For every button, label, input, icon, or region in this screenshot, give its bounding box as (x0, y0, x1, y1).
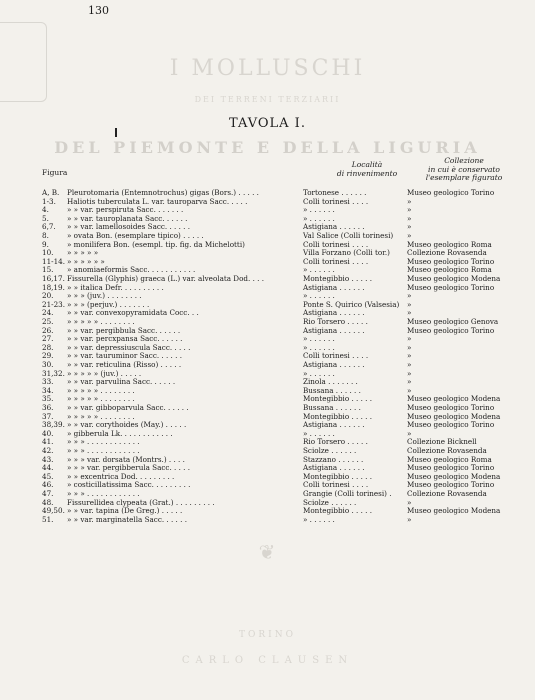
species-name: » » var. tapina (De Greg.) . . . . . (67, 506, 183, 516)
locality: Astigiana . . . . . . (303, 222, 365, 232)
collection: » (407, 385, 412, 395)
column-header-collezione (404, 157, 524, 183)
figure-number: A, B. (42, 188, 60, 197)
species-name: » » var. parvulina Sacc. . . . . . (67, 377, 176, 387)
species-name: » » var. reticulina (Risso) . . . . . (67, 360, 182, 369)
collection: Museo geologico Torino (407, 282, 495, 292)
species-name: » » excentrica Dod. . . . . . . . . (67, 471, 175, 481)
collection: » (407, 342, 412, 352)
locality: Tortonese . . . . . . (303, 188, 367, 197)
plate-title: TAVOLA I. (229, 116, 306, 131)
locality: Colli torinesi . . . . (303, 480, 369, 490)
collection: » (407, 497, 412, 507)
locality: Astigiana . . . . . . (303, 308, 365, 318)
figure-number: 16,17. (42, 274, 65, 283)
locality: Montegibbio . . . . . (303, 274, 373, 283)
species-name: » » var. depressiuscula Sacc. . . . . (67, 342, 191, 352)
locality: » . . . . . . (303, 291, 335, 301)
header-line: Collezione (444, 156, 484, 165)
collection: Museo geologico Modena (407, 274, 501, 283)
figure-number: 27. (42, 334, 54, 344)
figure-number: 5. (42, 213, 49, 223)
show-through-text: TORINO (239, 630, 296, 640)
species-name: » » » » » . . . . . . . . (67, 394, 135, 404)
species-name: » » » . . . . . . . . . . . . (67, 489, 140, 498)
figure-number: 34. (42, 385, 54, 395)
figure-number: 26. (42, 325, 54, 335)
figure-number: 40. (42, 428, 54, 438)
locality: » . . . . . . (303, 265, 335, 275)
collection: Museo geologico Modena (407, 394, 501, 404)
header-line: Località (351, 160, 383, 169)
locality: Colli torinesi . . . . (303, 196, 369, 206)
collection: » (407, 196, 412, 206)
species-name: » gibberula Lk. . . . . . . . . . . . (67, 428, 173, 438)
column-header-figura: Figura (42, 168, 68, 177)
figure-number: 15. (42, 265, 54, 275)
locality: Astigiana . . . . . . (303, 282, 365, 292)
species-name: Fissurellidea clypeata (Grat.) . . . . . . . . . (67, 497, 215, 507)
show-through-text: DEI TERRENI TERZIARII (194, 95, 341, 104)
figure-number: 1-3. (42, 196, 56, 206)
locality: Stazzano . . . . . . (303, 454, 364, 464)
locality: Rio Torsero . . . . . (303, 317, 368, 326)
collection: » (407, 222, 412, 232)
species-name: Fissurella (Glyphis) graeca (L.) var. alveolata Dod. . . . (67, 274, 264, 283)
figure-number: 43. (42, 454, 54, 464)
collection: Collezione Bicknell (407, 437, 477, 447)
collection: » (407, 368, 412, 378)
species-name: » » » . . . . . . . . . . . . (67, 446, 140, 455)
locality: Val Salice (Colli torinesi) (303, 231, 394, 240)
page-number: 130 (88, 4, 109, 17)
figure-number: 24. (42, 308, 54, 318)
figure-number: 9. (42, 239, 49, 249)
species-name: » » » var. dorsata (Montrs.) . . . . (67, 454, 185, 464)
collection: Museo geologico Genova (407, 317, 499, 326)
locality: » . . . . . . (303, 342, 335, 352)
show-through-ornament: ❦ (258, 540, 276, 564)
collection: Museo geologico Torino (407, 188, 495, 197)
figure-number: 49,50. (42, 506, 65, 516)
collection: » (407, 351, 412, 361)
species-name: » » » » » . . . . . . . . (67, 385, 135, 395)
figure-number: 38,39. (42, 420, 65, 430)
collection: Museo geologico Torino (407, 420, 495, 430)
figure-number: 35. (42, 394, 54, 404)
figure-number: 33. (42, 377, 54, 387)
species-name: » » var. gibboparvula Sacc. . . . . . (67, 403, 189, 412)
species-name: » » » (juv.) . . . . . . . . (67, 291, 142, 301)
header-line: l'esemplare figurato (425, 173, 503, 182)
collection: » (407, 428, 412, 438)
species-name: » monilifera Bon. (esempl. tip. fig. da Michelotti) (67, 239, 245, 249)
figure-number: 48. (42, 497, 54, 507)
collection: Museo geologico Modena (407, 506, 501, 516)
show-through-text: CARLO CLAUSEN (181, 655, 354, 666)
figure-number: 44. (42, 463, 54, 473)
locality: Ponte S. Quirico (Valsesia) (303, 299, 400, 309)
locality: Colli torinesi . . . . (303, 256, 369, 266)
figure-number: 37. (42, 411, 54, 421)
table-row (0, 516, 535, 525)
species-name: » anomiaeformis Sacc. . . . . . . . . . . (67, 265, 196, 275)
figure-number: 31,32. (42, 368, 65, 378)
collection: » (407, 299, 412, 309)
figure-number: 28. (42, 342, 54, 352)
locality: Grangie (Colli torinesi) . (303, 489, 392, 498)
locality: Zinola . . . . . . . (303, 377, 358, 387)
species-name: Pleurotomaria (Entemnotrochus) gigas (Bors.) . . . . . (67, 188, 259, 197)
column-header-localita (322, 161, 412, 178)
figure-number: 11-14. (42, 256, 66, 266)
figure-number: 4. (42, 205, 49, 215)
locality: Montegibbio . . . . . (303, 471, 373, 481)
collection: Museo geologico Roma (407, 239, 492, 249)
locality: Villa Forzano (Colli tor.) (303, 248, 390, 258)
locality: » . . . . . . (303, 428, 335, 438)
figure-number: 8. (42, 231, 49, 240)
collection: » (407, 514, 412, 524)
locality: Bussana . . . . . . (303, 385, 361, 395)
species-name: » » var. percxpansa Sacc. . . . . . (67, 334, 183, 344)
locality: Montegibbio . . . . . (303, 506, 373, 516)
collection: » (407, 205, 412, 215)
species-name: » » » » » . . . . . . . . (67, 317, 135, 326)
figure-number: 29. (42, 351, 54, 361)
species-name: » » » » » (juv.) . . . . . (67, 368, 142, 378)
figure-number: 41. (42, 437, 54, 447)
locality: » . . . . . . (303, 334, 335, 344)
species-name: » » italica Defr. . . . . . . . . . (67, 282, 164, 292)
collection: Museo geologico Torino (407, 256, 495, 266)
locality: Montegibbio . . . . . (303, 411, 373, 421)
species-name: » » var. marginatella Sacc. . . . . . (67, 514, 187, 524)
locality: Colli torinesi . . . . (303, 239, 369, 249)
species-name: Haliotis tuberculata L. var. tauroparva Sacc. . . . . (67, 196, 248, 206)
locality: » . . . . . . (303, 368, 335, 378)
species-name: » ovata Bon. (esemplare tipico) . . . . . (67, 231, 204, 240)
species-name: » » » var. pergibberula Sacc. . . . . (67, 463, 191, 473)
collection: Museo geologico Torino (407, 403, 495, 412)
collection: » (407, 231, 412, 240)
figure-number: 21-23. (42, 299, 66, 309)
collection: Museo geologico Modena (407, 471, 501, 481)
species-name: » » var. perspiruta Sacc. . . . . . . (67, 205, 184, 215)
species-name: » » var. lamellosoides Sacc. . . . . . (67, 222, 191, 232)
locality: Colli torinesi . . . . (303, 351, 369, 361)
figure-number: 6,7. (42, 222, 56, 232)
figure-number: 46. (42, 480, 54, 490)
species-name: » » var. tauruminor Sacc. . . . . . (67, 351, 182, 361)
locality: » . . . . . . (303, 213, 335, 223)
locality: Bussana . . . . . . (303, 403, 361, 412)
collection: Museo geologico Torino (407, 325, 495, 335)
species-name: » » » (perjuv.) . . . . . . . (67, 299, 150, 309)
collection: Museo geologico Torino (407, 480, 495, 490)
species-name: » » var. convexopyramidata Cocc. . . (67, 308, 199, 318)
figure-number: 45. (42, 471, 54, 481)
collection: Museo geologico Roma (407, 454, 492, 464)
figure-number: 20. (42, 291, 54, 301)
collection: Collezione Rovasenda (407, 248, 487, 258)
figure-number: 36. (42, 403, 54, 412)
figure-number: 10. (42, 248, 54, 258)
species-name: » » » » » . . . . . . . . (67, 411, 135, 421)
collection: » (407, 377, 412, 387)
locality: Astigiana . . . . . . (303, 360, 365, 369)
collection: Collezione Rovasenda (407, 489, 487, 498)
species-name: » » var. pergibbula Sacc. . . . . . (67, 325, 181, 335)
collection: Museo geologico Roma (407, 265, 492, 275)
show-through-text: I MOLLUSCHI (169, 56, 366, 81)
collection: » (407, 308, 412, 318)
figure-number: 47. (42, 489, 54, 498)
figure-number: 30. (42, 360, 54, 369)
collection: » (407, 360, 412, 369)
species-name: » » var. corythoides (May.) . . . . . (67, 420, 187, 430)
species-name: » » » » » (67, 248, 99, 258)
locality: Montegibbio . . . . . (303, 394, 373, 404)
locality: Astigiana . . . . . . (303, 420, 365, 430)
header-line: in cui è conservato (428, 164, 500, 174)
figure-number: 25. (42, 317, 54, 326)
locality: » . . . . . . (303, 514, 335, 524)
figure-number: 51. (42, 514, 54, 524)
locality: Sciolze . . . . . . (303, 497, 357, 507)
locality: Astigiana . . . . . . (303, 325, 365, 335)
header-line: di rinvenimento (336, 168, 398, 178)
species-name: » costicillatissima Sacc. . . . . . . . . (67, 480, 191, 490)
figure-number: 18,19. (42, 282, 65, 292)
show-through-text: DEL PIEMONTE E DELLA LIGURIA (54, 138, 481, 157)
collection: » (407, 334, 412, 344)
collection: » (407, 213, 412, 223)
collection: Museo geologico Torino (407, 463, 495, 473)
locality: Sciolze . . . . . . (303, 446, 357, 455)
figure-number: 42. (42, 446, 54, 455)
species-name: » » var. tauroplanata Sacc. . . . . . (67, 213, 188, 223)
collection: » (407, 291, 412, 301)
species-name: » » » . . . . . . . . . . . . (67, 437, 140, 447)
locality: Astigiana . . . . . . (303, 463, 365, 473)
species-name: » » » » » » (67, 256, 105, 266)
locality: Rio Torsero . . . . . (303, 437, 368, 447)
collection: Collezione Rovasenda (407, 446, 487, 455)
locality: » . . . . . . (303, 205, 335, 215)
collection: Museo geologico Modena (407, 411, 501, 421)
